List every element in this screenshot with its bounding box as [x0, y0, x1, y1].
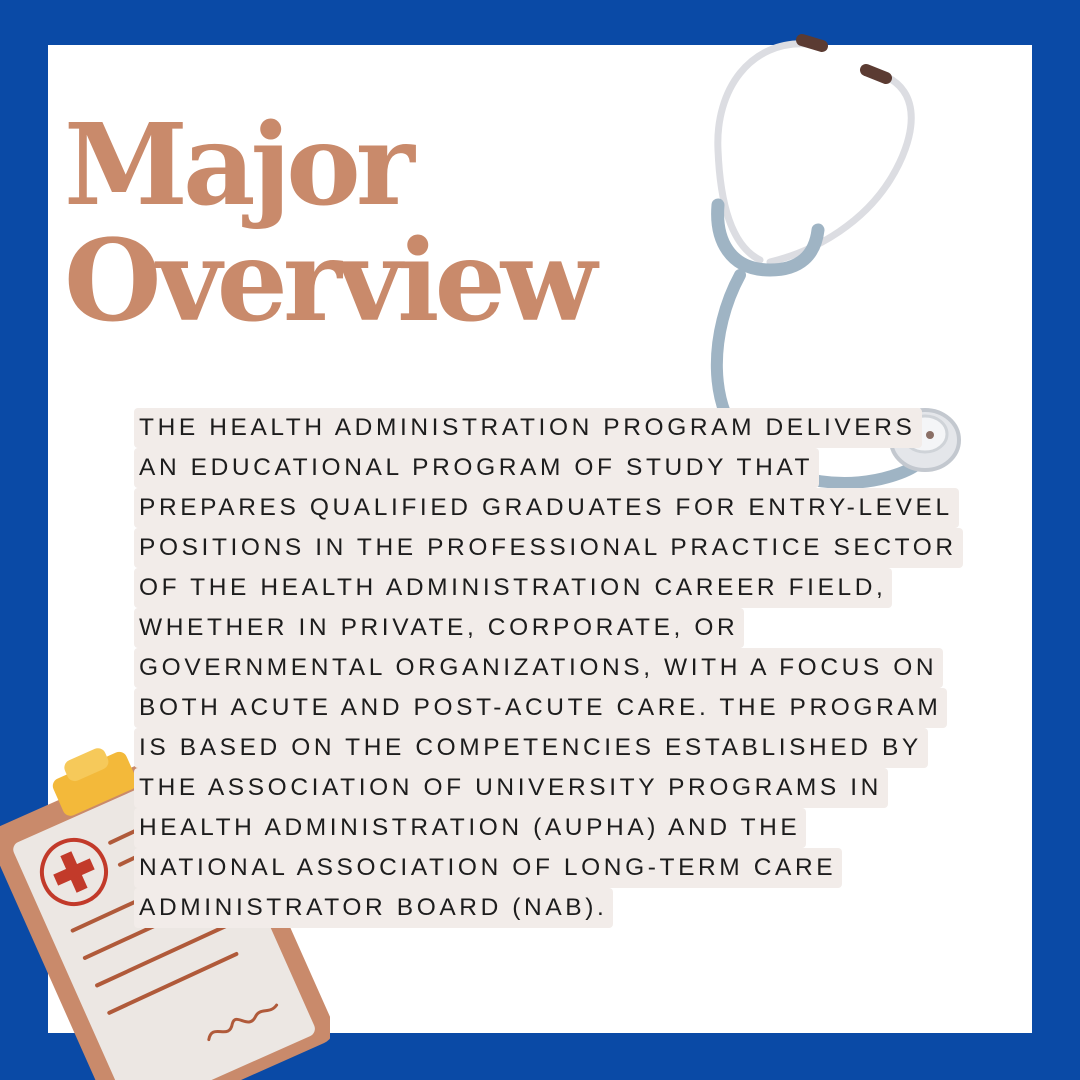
description-line: AN EDUCATIONAL PROGRAM OF STUDY THAT: [134, 448, 819, 488]
description-line: WHETHER IN PRIVATE, CORPORATE, OR: [134, 608, 744, 648]
description-line: HEALTH ADMINISTRATION (AUPHA) AND THE: [134, 808, 806, 848]
description-line: THE ASSOCIATION OF UNIVERSITY PROGRAMS IN: [134, 768, 888, 808]
description-line: IS BASED ON THE COMPETENCIES ESTABLISHED BY: [134, 728, 928, 768]
description-line: NATIONAL ASSOCIATION OF LONG-TERM CARE: [134, 848, 842, 888]
description-line: POSITIONS IN THE PROFESSIONAL PRACTICE SECTOR: [134, 528, 963, 568]
description-line: GOVERNMENTAL ORGANIZATIONS, WITH A FOCUS ON: [134, 648, 943, 688]
description-line: ADMINISTRATOR BOARD (NAB).: [134, 888, 613, 928]
page-title: [64, 100, 593, 347]
description-line: THE HEALTH ADMINISTRATION PROGRAM DELIVERS: [134, 408, 922, 448]
description-line: OF THE HEALTH ADMINISTRATION CAREER FIELD,: [134, 568, 892, 608]
description-line: PREPARES QUALIFIED GRADUATES FOR ENTRY-LEVEL: [134, 488, 959, 528]
program-description: [134, 408, 994, 928]
title-line-1: Major: [64, 100, 410, 231]
description-line: BOTH ACUTE AND POST-ACUTE CARE. THE PROGRAM: [134, 688, 947, 728]
title-line-2: Overview: [64, 216, 593, 347]
